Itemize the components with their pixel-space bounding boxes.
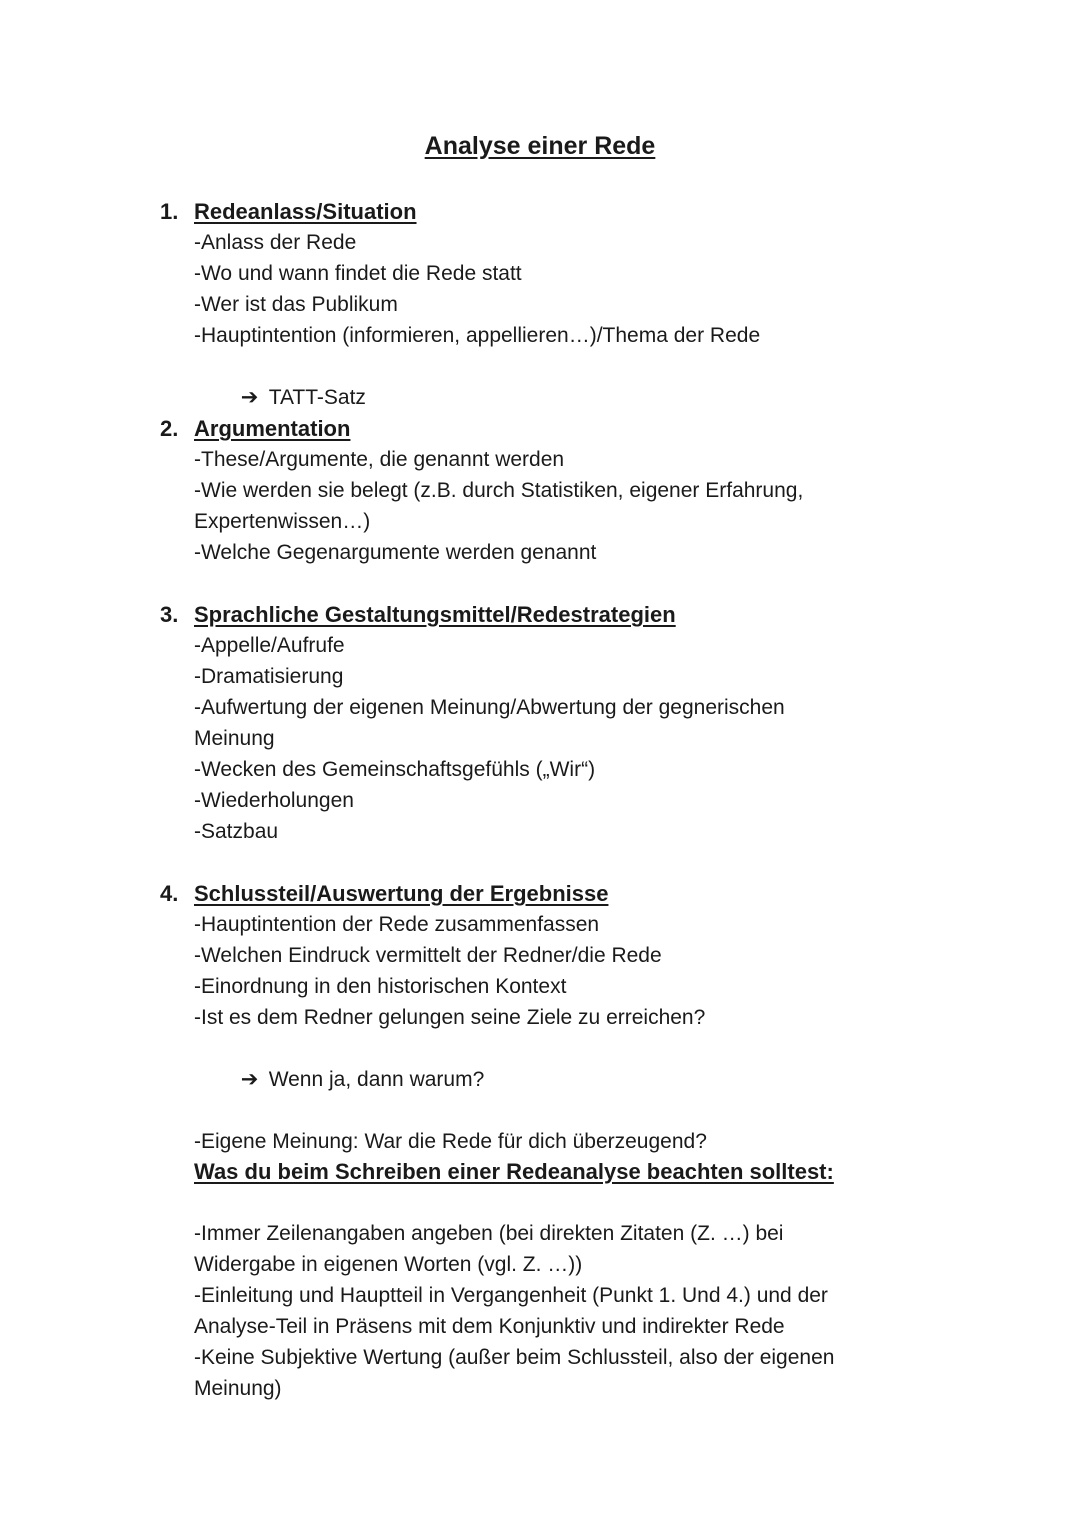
section-items <box>194 227 920 444</box>
list-item <box>194 1033 920 1126</box>
section-title: Argumentation <box>194 416 351 441</box>
list-item: -Appelle/Aufrufe <box>194 634 345 657</box>
section-items <box>194 444 920 568</box>
list-item: Meinung <box>194 727 275 750</box>
section-title: Sprachliche Gestaltungsmittel/Redestrategien <box>194 602 676 627</box>
list-item: -Wie werden sie belegt (z.B. durch Statistiken, eigener Erfahrung, <box>194 479 804 502</box>
section-items <box>194 909 920 1157</box>
section-number: 4. <box>160 881 179 906</box>
list-item: Analyse-Teil in Präsens mit dem Konjunktiv und indirekter Rede <box>194 1315 785 1338</box>
list-item: Widergabe in eigenen Worten (vgl. Z. …)) <box>194 1253 583 1276</box>
section-number: 2. <box>160 416 179 441</box>
section-title: Schlussteil/Auswertung der Ergebnisse <box>194 881 609 906</box>
writing-tips-items <box>194 1218 914 1404</box>
section-heading <box>160 878 920 909</box>
list-item: -Eigene Meinung: War die Rede für dich überzeugend? <box>194 1130 707 1153</box>
section-title: Redeanlass/Situation <box>194 199 417 224</box>
list-item: -Wer ist das Publikum <box>194 293 398 316</box>
section-heading <box>160 196 920 227</box>
list-item: -Wiederholungen <box>194 789 354 812</box>
section-number: 3. <box>160 602 179 627</box>
list-item: Expertenwissen…) <box>194 510 371 533</box>
arrow-right-icon: ➔ <box>240 1068 259 1091</box>
list-item: -Wo und wann findet die Rede statt <box>194 262 522 285</box>
arrow-item-text: Wenn ja, dann warum? <box>268 1068 485 1091</box>
section-heading <box>160 413 920 444</box>
list-item: -Keine Subjektive Wertung (außer beim Schlussteil, also der eigenen <box>194 1346 835 1369</box>
list-item: -Welchen Eindruck vermittelt der Redner/die Rede <box>194 944 662 967</box>
list-item: -Immer Zeilenangaben angeben (bei direkten Zitaten (Z. …) bei <box>194 1222 784 1245</box>
writing-tips <box>194 1156 914 1404</box>
list-item: -Einleitung und Hauptteil in Vergangenheit (Punkt 1. Und 4.) und der <box>194 1284 828 1307</box>
arrow-right-icon: ➔ <box>240 386 259 409</box>
section-4 <box>160 878 920 1157</box>
document-title: Analyse einer Rede <box>424 132 656 160</box>
list-item: -Hauptintention (informieren, appellieren…)/Thema der Rede <box>194 324 761 347</box>
list-item: -Dramatisierung <box>194 665 344 688</box>
list-item: -Hauptintention der Rede zusammenfassen <box>194 913 600 936</box>
list-item: -Ist es dem Redner gelungen seine Ziele zu erreichen? <box>194 1006 706 1029</box>
list-item: -Welche Gegenargumente werden genannt <box>194 541 597 564</box>
writing-tips-title: Was du beim Schreiben einer Redeanalyse beachten solltest: <box>194 1159 834 1184</box>
section-heading <box>160 599 920 630</box>
list-item: -Satzbau <box>194 820 279 843</box>
section-number: 1. <box>160 199 179 224</box>
section-1 <box>160 196 920 444</box>
section-3 <box>160 599 920 847</box>
list-item: -These/Argumente, die genannt werden <box>194 448 565 471</box>
list-item: -Anlass der Rede <box>194 231 357 254</box>
list-item: -Einordnung in den historischen Kontext <box>194 975 567 998</box>
list-item: -Aufwertung der eigenen Meinung/Abwertung der gegnerischen <box>194 696 785 719</box>
list-item: Meinung) <box>194 1377 282 1400</box>
arrow-item-text: TATT-Satz <box>268 386 366 409</box>
section-2 <box>160 413 920 568</box>
list-item: -Wecken des Gemeinschaftsgefühls („Wir“) <box>194 758 596 781</box>
section-items <box>194 630 920 847</box>
